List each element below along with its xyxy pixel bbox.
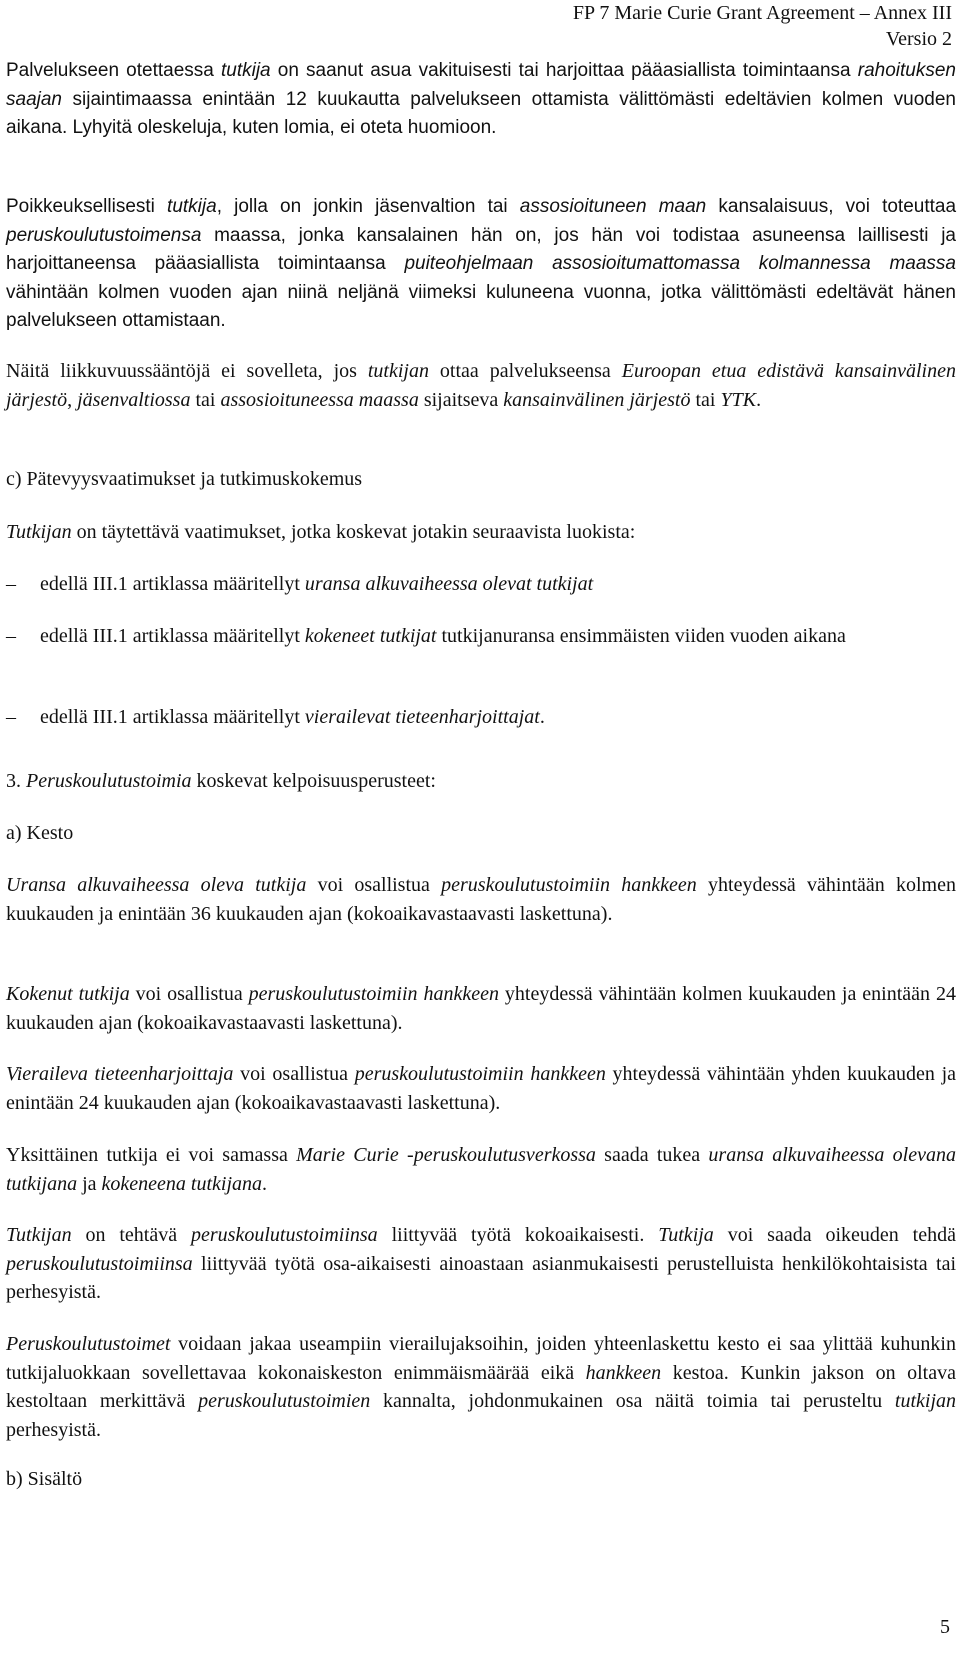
text-run: tai	[690, 388, 721, 411]
text-run: .	[262, 1172, 268, 1195]
italic-term: kokeneena tutkijana	[101, 1172, 263, 1195]
italic-term: peruskoulutustoimiin hankkeen	[248, 983, 499, 1005]
text-run: voi osallistua	[233, 1063, 355, 1085]
italic-term: uransa alkuvaiheessa olevana tutkijana	[6, 1144, 956, 1195]
text-run: tutkijanuransa ensimmäisten viiden vuoden aikana	[436, 625, 846, 647]
italic-term: Tutkijan	[6, 1224, 72, 1246]
text-run: kansalaisuus, voi toteuttaa	[706, 196, 957, 217]
italic-term: peruskoulutusverkossa	[413, 1144, 596, 1166]
text-run: yhteydessä vähintään kolmen kuukauden ja enintään 24 kuukauden ajan (kokoaikavastaavasti laskettuna).	[6, 983, 956, 1034]
header-version: Versio 2	[885, 28, 952, 50]
full-time-paragraph	[6, 1221, 956, 1307]
italic-term: Marie Curie	[296, 1144, 399, 1166]
single-support-paragraph	[6, 1141, 956, 1198]
italic-term: tutkija	[220, 60, 271, 81]
text-run: liittyvää työtä osa-aikaisesti ainoastaan asianmukaisesti perustelluista henkilökohtaisista tai perhesyistä.	[6, 1252, 956, 1304]
dash-bullet: –	[6, 573, 16, 595]
text-run: ottaa palvelukseensa	[428, 360, 622, 382]
italic-term: Euroopan etua edistävä kansainvälinen järjestö	[6, 360, 956, 411]
italic-term: rahoituksen saajan	[6, 60, 956, 110]
italic-term: jäsenvaltiossa	[77, 388, 191, 411]
requirements-intro	[6, 518, 956, 547]
italic-term: Vieraileva tieteenharjoittaja	[6, 1063, 234, 1085]
italic-term: Peruskoulutustoimet	[6, 1333, 171, 1355]
text-run: sijaitseva	[418, 388, 504, 411]
duration-experienced-paragraph	[6, 980, 956, 1037]
italic-term: tutkijan	[894, 1390, 957, 1413]
text-run: yhteydessä vähintään kolmen kuukauden ja enintään 36 kuukauden ajan (kokoaikavastaavasti laskettuna).	[6, 874, 956, 925]
section-3-heading	[6, 767, 956, 796]
italic-term: peruskoulutustoimiin hankkeen	[354, 1063, 606, 1085]
list-item-early-stage	[6, 570, 956, 599]
italic-term: assosioituneessa maassa	[220, 388, 419, 411]
text-run: kestoa. Kunkin jakson on oltava kestoltaan merkittävä	[6, 1361, 956, 1413]
document-header	[573, 0, 952, 52]
periods-paragraph	[6, 1330, 956, 1444]
text-run: on täytettävä vaatimukset, jotka koskevat jotakin seuraavista luokista:	[71, 521, 636, 543]
text-run: saada tukea	[595, 1144, 709, 1166]
italic-term: assosioituneen maan	[519, 196, 707, 217]
text-run: Poikkeuksellisesti	[6, 196, 168, 217]
text-run: edellä III.1 artiklassa määritellyt	[40, 706, 305, 728]
italic-term: kokeneet tutkijat	[304, 625, 437, 647]
text-run: edellä III.1 artiklassa määritellyt	[40, 573, 305, 595]
italic-term: YTK	[720, 388, 757, 411]
text-run: ,	[67, 388, 78, 411]
italic-term: peruskoulutustoimiinsa	[191, 1224, 378, 1246]
list-item-text	[40, 706, 545, 728]
text-run: on tehtävä	[71, 1224, 192, 1246]
text-run: sijaintimaassa enintään 12 kuukautta palvelukseen ottamista välittömästi edeltävien kolmen vuoden aikana. Lyhyitä oleskeluja, kuten lomia, ei oteta huomioon.	[6, 88, 956, 139]
italic-term: Kokenut tutkija	[6, 983, 130, 1005]
dash-bullet: –	[6, 706, 16, 728]
text-run: perhesyistä.	[6, 1418, 101, 1441]
italic-term: Uransa alkuvaiheessa oleva tutkija	[6, 874, 307, 896]
section-c-heading: c) Pätevyysvaatimukset ja tutkimuskokemus	[6, 468, 363, 490]
italic-term: kansainvälinen järjestö	[503, 388, 691, 411]
exception-paragraph	[6, 193, 956, 336]
text-run: ja	[77, 1172, 102, 1195]
italic-term: peruskoulutustoimensa	[6, 224, 202, 246]
text-run: vähintään kolmen vuoden ajan niinä neljänä viimeksi kuluneena vuonna, jotka välittömästi edeltävät hänen palvelukseen ottamistaan.	[6, 281, 956, 332]
text-run: 3.	[6, 770, 26, 792]
text-run: yhteydessä vähintään yhden kuukauden ja enintään 24 kuukauden ajan (kokoaikavastaavasti laskettuna).	[6, 1063, 957, 1114]
text-run: liittyvää työtä kokoaikaisesti.	[377, 1224, 659, 1246]
italic-term: hankkeen	[585, 1361, 662, 1384]
list-item-visiting	[6, 703, 956, 732]
text-run: on saanut asua vakituisesti tai harjoittaa pääasiallista toimintaansa	[270, 60, 858, 81]
list-item-text	[40, 625, 846, 647]
italic-term: peruskoulutustoimien	[198, 1390, 371, 1413]
text-run: -	[398, 1144, 414, 1166]
italic-term: Tutkijan	[6, 521, 72, 543]
italic-term: peruskoulutustoimiin hankkeen	[441, 874, 697, 896]
text-run: Näitä liikkuvuussääntöjä ei sovelleta, jos	[6, 360, 368, 382]
section-b-heading: b) Sisältö	[6, 1468, 83, 1490]
list-item-experienced	[6, 622, 956, 651]
text-run: tai	[190, 388, 221, 411]
text-run: .	[756, 388, 762, 411]
italic-term: peruskoulutustoimiinsa	[6, 1252, 193, 1275]
section-a-heading: a) Kesto	[6, 822, 74, 844]
list-item-text	[40, 573, 593, 595]
italic-term: uransa alkuvaiheessa olevat tutkijat	[304, 573, 594, 595]
italic-term: Tutkija	[658, 1224, 714, 1246]
text-run: voi saada oikeuden tehdä	[713, 1224, 956, 1246]
text-run: kannalta, johdonmukainen osa näitä toimia tai perusteltu	[370, 1390, 895, 1413]
text-run: voidaan jakaa useampiin vierailujaksoihin, joiden yhteenlaskettu kesto ei saa ylittää kuhunkin tutkijaluokkaan sovellettavaa kokonaiskeston enimmäismäärää eikä	[6, 1333, 956, 1384]
duration-visiting-paragraph	[6, 1060, 956, 1117]
italic-term: tutkijan	[367, 360, 429, 382]
text-run: , jolla on jonkin jäsenvaltion tai	[216, 196, 520, 217]
text-run: Yksittäinen tutkija ei voi samassa	[6, 1144, 297, 1166]
exemption-paragraph	[6, 357, 956, 414]
text-run: maassa, jonka kansalainen hän on, jos hän voi todistaa asuneensa laillisesti ja harjoittaneensa pääasiallista toimintaansa	[6, 224, 956, 275]
italic-term: puiteohjelmaan assosioitumattomassa kolmannessa maassa	[404, 253, 956, 275]
header-agreement-title: FP 7 Marie Curie Grant Agreement – Annex III	[572, 2, 952, 24]
italic-term: vierailevat tieteenharjoittajat	[304, 706, 540, 728]
italic-term: tutkija	[167, 196, 217, 217]
text-run: Palvelukseen otettaessa	[6, 60, 221, 81]
text-run: voi osallistua	[306, 874, 442, 896]
dash-bullet: –	[6, 625, 16, 647]
text-run: voi osallistua	[129, 983, 249, 1005]
italic-term: Peruskoulutustoimia	[26, 770, 192, 792]
text-run: .	[539, 706, 545, 728]
text-run: koskevat kelpoisuusperusteet:	[191, 770, 436, 792]
mobility-rule-paragraph	[6, 57, 956, 143]
text-run: edellä III.1 artiklassa määritellyt	[40, 625, 305, 647]
page-number: 5	[940, 1616, 950, 1638]
duration-early-stage-paragraph	[6, 871, 956, 928]
